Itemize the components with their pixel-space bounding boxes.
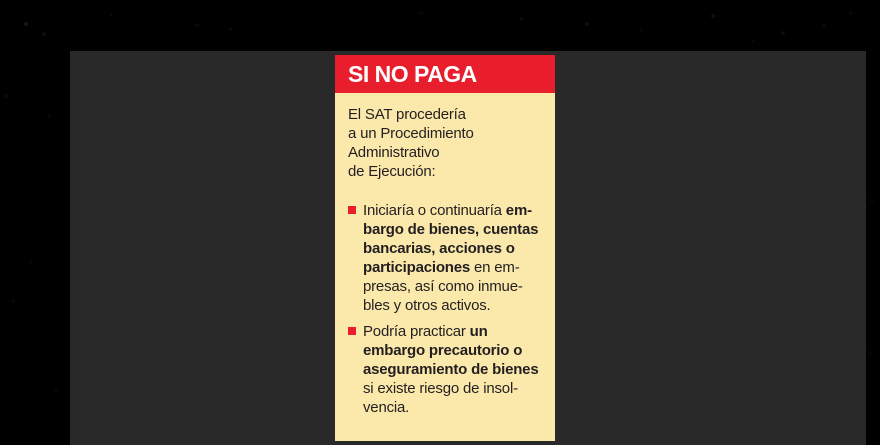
text-line [363, 258, 547, 277]
text-line [363, 201, 547, 220]
info-panel [335, 55, 555, 441]
text-line [363, 322, 547, 341]
text-line [363, 239, 547, 258]
text-segment-bold: participaciones [363, 259, 471, 276]
bullet-square-icon [348, 327, 356, 335]
text-segment-bold: embargo precautorio o [363, 342, 523, 359]
bullet-square-icon [348, 206, 356, 214]
intro-line [348, 105, 547, 124]
text-segment: bles y otros activos. [363, 297, 491, 314]
text-segment: si existe riesgo de insol- [363, 380, 518, 397]
text-segment: en em- [470, 259, 520, 276]
intro-line [348, 143, 547, 162]
text-segment: Podría practicar [363, 323, 470, 340]
text-segment: vencia. [363, 399, 410, 416]
text-segment: Iniciaría o continuaría [363, 202, 506, 219]
bullet-text [363, 201, 547, 315]
text-segment-bold: em- [505, 202, 532, 219]
text-line [363, 220, 547, 239]
text-segment-bold: aseguramiento de bienes [363, 361, 539, 378]
bullet-text [363, 322, 547, 417]
text-segment: Administrativo [348, 144, 440, 161]
text-segment: a un Procedimiento [348, 125, 474, 142]
background-noise-texture [0, 0, 2, 2]
text-line [363, 360, 547, 379]
text-line [363, 296, 547, 315]
text-segment: presas, así como inmue- [363, 278, 523, 295]
panel-body [335, 93, 555, 441]
intro-text [348, 105, 547, 181]
panel-header [335, 55, 555, 93]
text-segment: de Ejecución: [348, 163, 436, 180]
text-segment-bold: bargo de bienes, cuentas [363, 221, 539, 238]
intro-line [348, 124, 547, 143]
panel-title: SI NO PAGA [348, 60, 477, 87]
text-segment: El SAT procedería [348, 106, 466, 123]
text-line [363, 398, 547, 417]
text-segment-bold: bancarias, acciones o [363, 240, 515, 257]
bullet-item [348, 322, 547, 417]
text-segment-bold: un [469, 323, 488, 340]
text-line [363, 379, 547, 398]
text-line [363, 341, 547, 360]
intro-line [348, 162, 547, 181]
bullet-item [348, 201, 547, 315]
text-line [363, 277, 547, 296]
